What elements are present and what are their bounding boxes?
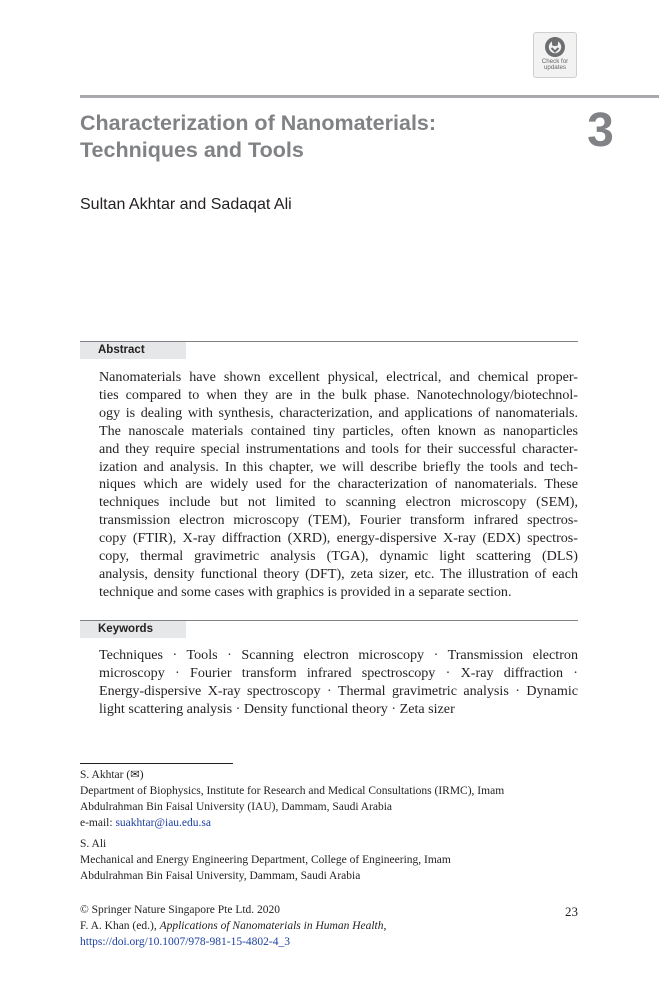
author1-affiliation — [80, 783, 504, 831]
abstract-line: analysis, density functional theory (DFT), zeta sizer, etc. The illustration of each — [99, 565, 578, 582]
chapter-title-line-2: Techniques and Tools — [80, 138, 304, 162]
abstract-line: copy, thermal gravimetric analysis (TGA), dynamic light scattering (DLS) — [99, 548, 578, 565]
check-for-updates-badge[interactable] — [533, 32, 577, 78]
chapter-title — [80, 110, 520, 164]
abstract-line: transmission electron microscopy (TEM), Fourier transform infrared spectros- — [99, 512, 578, 529]
abstract-line: copy (FTIR), X-ray diffraction (XRD), energy-dispersive X-ray (EDX) spectros- — [99, 530, 578, 547]
keywords-heading: Keywords — [80, 621, 186, 638]
copyright-line: © Springer Nature Singapore Pte Ltd. 2020 — [80, 904, 281, 916]
badge-line-1: Check for — [541, 58, 569, 65]
abstract-heading: Abstract — [80, 342, 186, 359]
abstract-line: niques which are widely used for the characterization of nanomaterials. These — [99, 476, 578, 493]
publication-info — [80, 902, 386, 950]
footnote-rule — [80, 763, 233, 764]
abstract-line: technique and some cases with graphics is provided in a separate section. — [99, 583, 512, 600]
abstract-line: ties compared to when they are in the bulk phase. Nanotechnology/biotechnol- — [99, 386, 578, 403]
abstract-line: The nanoscale materials contained tiny particles, often known as nanoparticles — [99, 422, 578, 439]
keywords-line: Techniques · Tools · Scanning electron microscopy · Transmission electron — [99, 647, 578, 663]
abstract-line: ization and analysis. In this chapter, we will describe briefly the tools and tech- — [99, 458, 578, 475]
author2-affiliation — [80, 852, 451, 884]
author-list: Sultan Akhtar and Sadaqat Ali — [80, 196, 292, 213]
author1-affiliation-line-1: Department of Biophysics, Institute for Research and Medical Consultations (IRMC), Imam — [80, 785, 505, 797]
citation-suffix: , — [383, 920, 387, 932]
abstract-body — [99, 369, 578, 602]
badge-line-2: updates — [543, 64, 567, 72]
author2-name: S. Ali — [80, 838, 107, 850]
author2-affiliation-line-1: Mechanical and Energy Engineering Department, College of Engineering, Imam — [80, 854, 451, 866]
abstract-line: techniques include but not limited to scanning electron microscopy (SEM), — [99, 494, 578, 511]
keywords-line: light scattering analysis · Density functional theory · Zeta sizer — [99, 700, 455, 717]
page-number: 23 — [565, 904, 578, 919]
keywords-body — [99, 647, 578, 719]
citation-prefix: F. A. Khan (ed.), — [80, 920, 160, 932]
author2-affiliation-line-2: Abdulrahman Bin Faisal University, Dammam, Saudi Arabia — [80, 870, 361, 882]
author1-affiliation-line-2: Abdulrahman Bin Faisal University (IAU), Dammam, Saudi Arabia — [80, 801, 393, 813]
chapter-title-line-1: Characterization of Nanomaterials: — [80, 111, 437, 135]
header-rule — [80, 95, 659, 98]
author1-email-link[interactable]: suakhtar@iau.edu.sa — [115, 817, 211, 829]
chapter-number: 3 — [587, 104, 614, 157]
email-label: e-mail: — [80, 817, 116, 829]
abstract-line: and they require special instrumentations and tools for their successful character- — [99, 440, 578, 457]
doi-link[interactable]: https://doi.org/10.1007/978-981-15-4802-4_3 — [80, 936, 290, 948]
abstract-line: ogy is dealing with synthesis, characterization, and applications of nanomaterials. — [99, 404, 578, 421]
author1-name: S. Akhtar (✉) — [80, 769, 144, 781]
abstract-line: Nanomaterials have shown excellent physical, electrical, and chemical proper- — [99, 369, 578, 385]
check-for-updates-icon — [544, 36, 566, 58]
keywords-line: microscopy · Fourier transform infrared spectroscopy · X-ray diffraction · — [99, 664, 578, 681]
keywords-line: Energy-dispersive X-ray spectroscopy · Thermal gravimetric analysis · Dynamic — [99, 682, 578, 699]
citation-book-title: Applications of Nanomaterials in Human Health — [159, 920, 384, 932]
